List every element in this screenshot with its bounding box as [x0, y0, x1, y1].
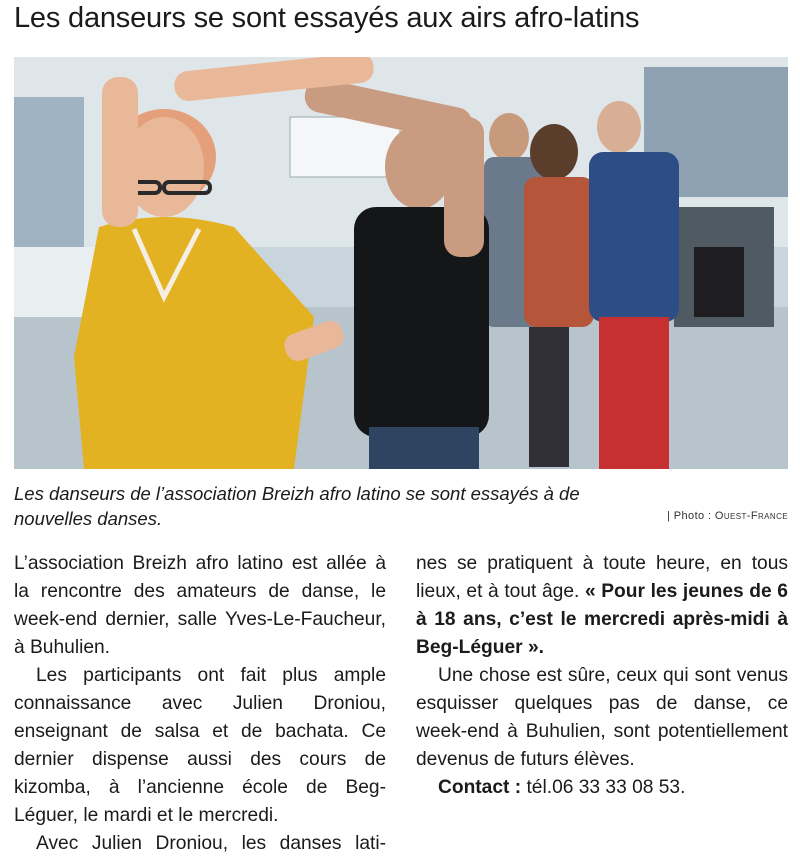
- article-paragraph: [416, 550, 788, 662]
- article-paragraph: Les participants ont fait plus ample connaissance avec Julien Droniou, enseignant de salsa et de bachata. Ce dernier dispense aussi des cours de kizomba, à l’ancienne école de Beg-Léguer, le mardi et le mercredi.: [14, 665, 386, 826]
- article-column-2: [416, 550, 788, 802]
- contact-label: Contact :: [438, 777, 522, 798]
- photo-credit-prefix: | Photo :: [667, 510, 715, 522]
- article-paragraph: Une chose est sûre, ceux qui sont venus esquisser quelques pas de danse, ce week-end à Buhulien, sont potentiellement devenus de futurs élèves.: [416, 665, 788, 770]
- article-text: nes se pratiquent à toute heure, en tous lieux, et à tout âge.: [416, 553, 788, 602]
- headline: Les danseurs se sont essayés aux airs afro-latins: [14, 2, 640, 34]
- contact-line: [416, 774, 788, 802]
- article-column-1: [14, 550, 386, 858]
- article-paragraph: Avec Julien Droniou, les danses lati-: [36, 833, 386, 854]
- article-paragraph: L’association Breizh afro latino est allée à la rencontre des amateurs de danse, le week-end dernier, salle Yves-Le-Faucheur, à Buhulien.: [14, 553, 386, 658]
- photo-dancers-illustration: [14, 57, 788, 469]
- contact-phone: tél.06 33 33 08 53.: [521, 777, 686, 798]
- photo-credit: [667, 510, 788, 522]
- article-photo: [14, 57, 788, 469]
- photo-credit-source: Ouest-France: [714, 510, 788, 522]
- photo-caption: Les danseurs de l’association Breizh afro latino se sont essayés à de nouvelles danses.: [14, 483, 580, 529]
- article-quote: « Pour les jeunes de 6 à 18 ans, c’est le mercredi après-midi à Beg-Léguer ».: [416, 581, 788, 658]
